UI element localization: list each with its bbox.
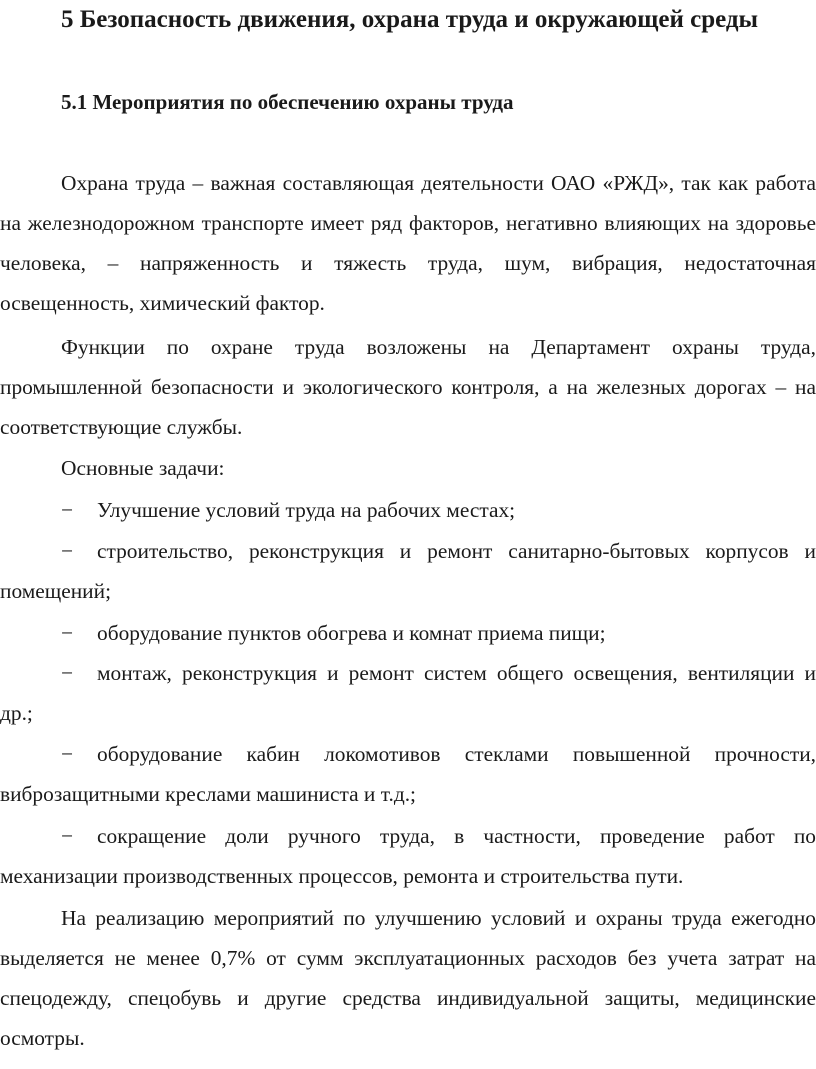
- list-item: [0, 531, 816, 611]
- bullet-marker: −: [61, 661, 74, 685]
- tasks-label: Основные задачи:: [61, 456, 225, 480]
- subsection-heading: 5.1 Мероприятия по обеспечению охраны труда: [61, 90, 514, 114]
- paragraph-intro: Охрана труда – важная составляющая деятельности ОАО «РЖД», так как работа на железнодорожном транспорте имеет ряд факторов, негативно влияющих на здоровье человека, – напряженность и тяжесть труда, шум, вибрация, недостаточная освещенность, химический фактор.: [0, 171, 816, 315]
- paragraph-functions: Функции по охране труда возложены на Департамент охраны труда, промышленной безопасности и экологического контроля, а на железных дорогах – на соответствующие службы.: [0, 335, 816, 439]
- list-item-text: монтаж, реконструкция и ремонт систем общего освещения, вентиляции и др.;: [0, 661, 816, 725]
- bullet-marker: −: [61, 621, 74, 645]
- list-item-text: оборудование кабин локомотивов стеклами повышенной прочности, виброзащитными креслами машиниста и т.д.;: [0, 742, 816, 806]
- paragraph-funding: На реализацию мероприятий по улучшению условий и охраны труда ежегодно выделяется не менее 0,7% от сумм эксплуатационных расходов без учета затрат на спецодежду, спецобувь и другие средства индивидуальной защиты, медицинские осмотры.: [0, 906, 816, 1050]
- bullet-marker: −: [61, 539, 74, 563]
- list-item-text: оборудование пунктов обогрева и комнат приема пищи;: [97, 621, 606, 645]
- list-item: [0, 490, 816, 530]
- list-item-text: Улучшение условий труда на рабочих местах;: [97, 498, 516, 522]
- section-heading: 5 Безопасность движения, охрана труда и окружающей среды: [61, 6, 759, 33]
- bullet-marker: −: [61, 824, 74, 848]
- bullet-marker: −: [61, 742, 74, 766]
- list-item: [0, 613, 816, 653]
- list-item-text: строительство, реконструкция и ремонт санитарно-бытовых корпусов и помещений;: [0, 539, 816, 603]
- bullet-marker: −: [61, 498, 74, 522]
- list-item-text: сокращение доли ручного труда, в частности, проведение работ по механизации производственных процессов, ремонта и строительства пути.: [0, 824, 816, 888]
- list-item: [0, 816, 816, 896]
- list-item: [0, 734, 816, 814]
- list-item: [0, 653, 816, 733]
